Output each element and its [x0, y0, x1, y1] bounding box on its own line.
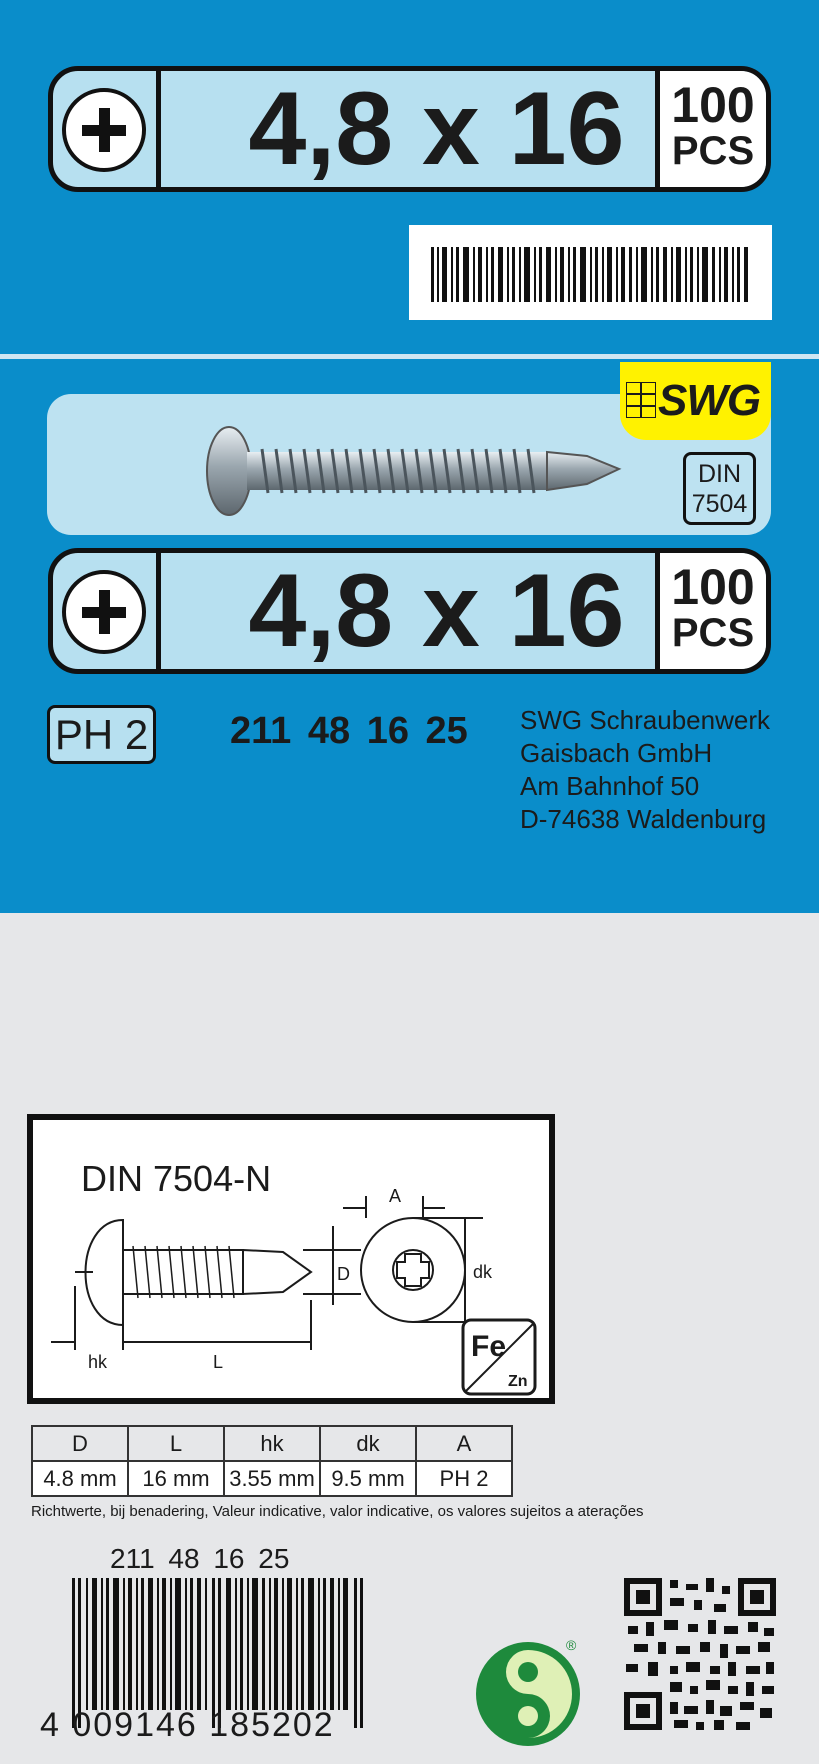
- table-header-cell: dk: [320, 1426, 416, 1461]
- address-line: Gaisbach GmbH: [520, 738, 713, 768]
- ean-digits: 4 009146 185202: [40, 1706, 335, 1744]
- technical-drawing: [27, 1114, 555, 1404]
- material-fe: Fe: [471, 1330, 507, 1363]
- table-cell: 16 mm: [128, 1461, 224, 1496]
- material-badge: [463, 1320, 535, 1394]
- drive-size-badge: PH 2: [47, 705, 156, 764]
- din-line-2: 7504: [691, 490, 748, 518]
- drive-icon-cell: [53, 71, 161, 187]
- registered-mark: ®: [566, 1637, 577, 1653]
- swg-logo-mark-icon: [626, 382, 656, 418]
- quantity-cell: [655, 553, 766, 669]
- phillips-plus-icon: [62, 570, 146, 654]
- disclaimer-note: Richtwerte, bij benadering, Valeur indicative, valor indicative, os valores sujeitos a aterações: [31, 1503, 644, 1520]
- table-header-cell: L: [128, 1426, 224, 1461]
- label-l: L: [213, 1352, 224, 1372]
- article-number: 211 48 16 25: [230, 710, 468, 752]
- drawing-graphic: [33, 1120, 549, 1398]
- table-row: [32, 1461, 512, 1496]
- table-cell: PH 2: [416, 1461, 512, 1496]
- green-dot-icon: [474, 1632, 594, 1748]
- label-d: D: [337, 1264, 350, 1284]
- material-zn: Zn: [508, 1373, 528, 1390]
- table-header-cell: hk: [224, 1426, 320, 1461]
- quantity-unit: PCS: [671, 129, 755, 173]
- swg-logo-text: SWG: [658, 376, 761, 425]
- size-text: 4,8 x 16: [248, 553, 625, 669]
- address-line: D-74638 Waldenburg: [520, 804, 767, 834]
- quantity-cell: [655, 71, 766, 187]
- drive-icon-cell: [53, 553, 161, 669]
- qr-code-icon: [624, 1578, 776, 1730]
- small-barcode: [409, 225, 772, 320]
- address-line: Am Bahnhof 50: [520, 771, 700, 801]
- address-line: SWG Schraubenwerk: [520, 705, 770, 735]
- table-header-row: [32, 1426, 512, 1461]
- quantity-number: 100: [671, 559, 755, 615]
- table-cell: 4.8 mm: [32, 1461, 128, 1496]
- drawing-title: DIN 7504-N: [81, 1158, 272, 1199]
- table-header-cell: A: [416, 1426, 512, 1461]
- size-label-main: [48, 548, 771, 674]
- label-hk: hk: [88, 1352, 108, 1372]
- swg-logo: [620, 362, 771, 440]
- size-label-top: [48, 66, 771, 192]
- small-barcode-bars: [431, 247, 751, 302]
- divider-line: [0, 354, 819, 359]
- manufacturer-address: [520, 704, 770, 836]
- label-a: A: [389, 1186, 402, 1206]
- table-cell: 9.5 mm: [320, 1461, 416, 1496]
- size-text: 4,8 x 16: [248, 71, 625, 187]
- din-standard-badge: [683, 452, 756, 525]
- label-dk: dk: [473, 1262, 493, 1282]
- quantity-number: 100: [671, 77, 755, 133]
- quantity-unit: PCS: [671, 611, 755, 655]
- table-cell: 3.55 mm: [224, 1461, 320, 1496]
- barcode-article-number: 211 48 16 25: [110, 1543, 290, 1574]
- phillips-plus-icon: [62, 88, 146, 172]
- spec-table: [31, 1425, 513, 1497]
- din-line-1: DIN: [697, 460, 742, 488]
- table-header-cell: D: [32, 1426, 128, 1461]
